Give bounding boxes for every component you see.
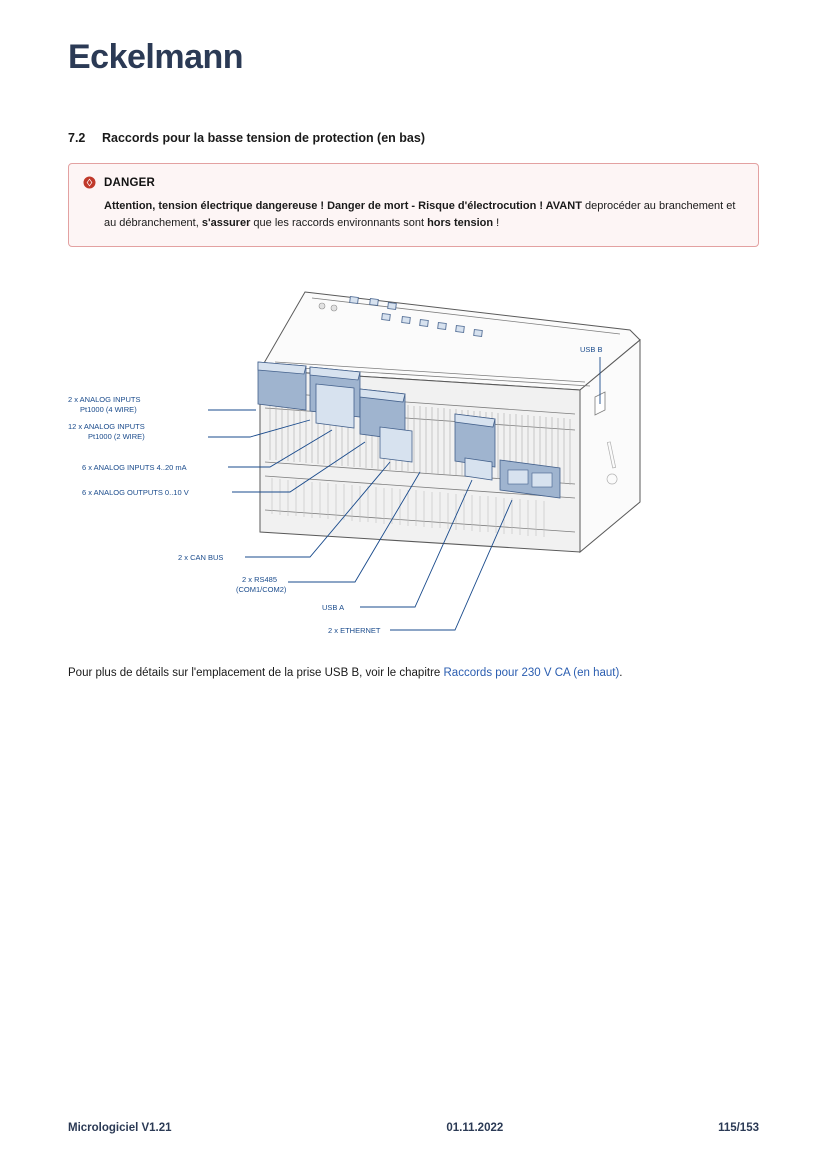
chapter-link[interactable]: Raccords pour 230 V CA (en haut) (443, 667, 620, 679)
danger-text-bold-1: Attention, tension électrique dangereuse ! Danger de mort - Risque d'électrocution ! AVANT (104, 200, 582, 212)
connector-block-analog-4wire (258, 362, 306, 410)
danger-text-plain-2: procéder au branchement et au débranchement, (104, 200, 736, 230)
device-illustration (60, 262, 760, 662)
danger-text-plain-4: ! (493, 217, 500, 230)
callout-analog-inputs-420ma: 6 x ANALOG INPUTS 4..20 mA (82, 463, 187, 472)
callout-analog-inputs-2wire-line2: Pt1000 (2 WIRE) (88, 432, 145, 441)
paragraph-text-before: Pour plus de détails sur l'emplacement de la prise USB B, voir le chapitre (68, 667, 444, 679)
danger-icon (83, 176, 96, 189)
callout-can-bus: 2 x CAN BUS (178, 553, 224, 562)
callout-analog-inputs-2wire-line1: 12 x ANALOG INPUTS (68, 422, 145, 431)
callout-rs485-line1: 2 x RS485 (242, 575, 278, 584)
company-logo: Eckelmann (68, 38, 244, 76)
danger-title: DANGER (104, 176, 156, 189)
callout-analog-outputs-010v: 6 x ANALOG OUTPUTS 0..10 V (82, 488, 189, 497)
callout-analog-inputs-4wire-line1: 2 x ANALOG INPUTS (68, 395, 141, 404)
paragraph-text-after: . (619, 667, 623, 679)
callout-ethernet: 2 x ETHERNET (328, 626, 381, 635)
danger-text-plain-1: de (581, 200, 598, 212)
page-footer (68, 1122, 759, 1134)
danger-text-plain-3: que les raccords environnants sont (250, 217, 428, 230)
device-connector-figure (60, 262, 760, 662)
callout-usb-b: USB B (580, 345, 603, 354)
danger-callout-box (68, 163, 759, 247)
callout-usb-a: USB A (322, 603, 345, 612)
connector-block-can-bus (380, 427, 412, 462)
section-number: 7.2 (68, 131, 86, 145)
footer-firmware-version: Micrologiciel V1.21 (68, 1122, 172, 1134)
danger-text (83, 198, 744, 232)
section-heading (68, 131, 425, 145)
section-title: Raccords pour la basse tension de protection (en bas) (102, 131, 425, 145)
footer-date: 01.11.2022 (446, 1122, 504, 1134)
connector-block-analog-420ma (316, 384, 354, 428)
connector-block-usb-a (465, 458, 492, 480)
reference-paragraph (68, 667, 768, 679)
danger-text-bold-2: s'assurer (201, 217, 251, 230)
danger-text-bold-3: hors (427, 217, 451, 230)
danger-text-bold-4: tension (453, 217, 494, 230)
danger-header (83, 176, 744, 189)
connector-block-rs485 (455, 414, 495, 467)
footer-page-number: 115/153 (718, 1122, 759, 1134)
callout-analog-inputs-4wire-line2: Pt1000 (4 WIRE) (80, 405, 137, 414)
callout-rs485-line2: (COM1/COM2) (236, 585, 287, 594)
